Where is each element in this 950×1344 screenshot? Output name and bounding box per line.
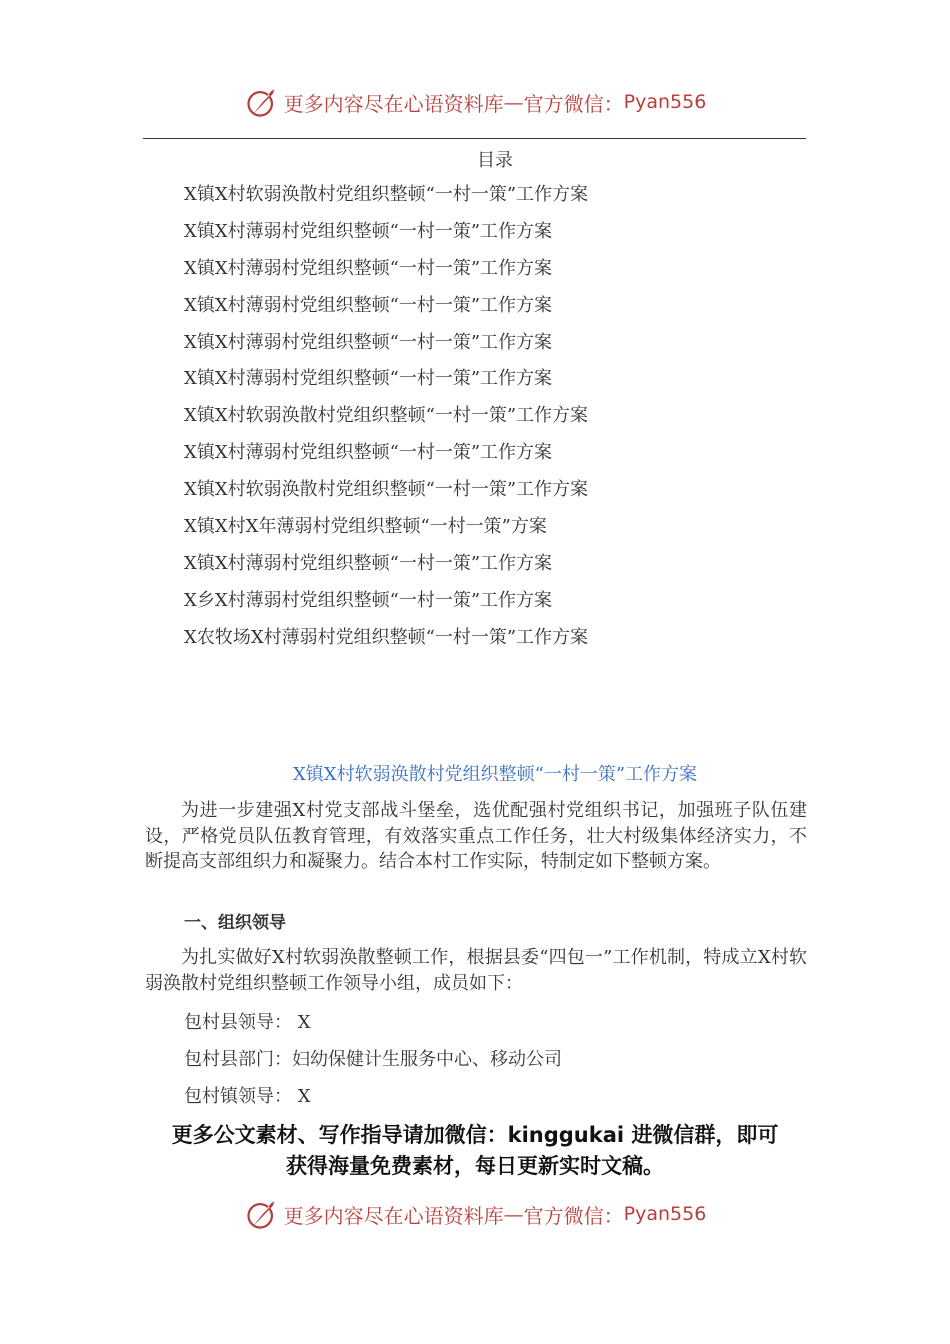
brand-banner-footer[interactable] bbox=[244, 1196, 707, 1232]
section-heading: 一、组织领导 bbox=[184, 913, 286, 933]
section-paragraph: 为扎实做好X村软弱涣散整顿工作，根据县委“四包一”工作机制，特成立X村软弱涣散村党组织整顿工作领导小组，成员如下： bbox=[145, 947, 807, 994]
wechat-label: 官方微信： bbox=[523, 1203, 624, 1228]
toc-item[interactable]: X镇X村薄弱村党组织整顿“一村一策”工作方案 bbox=[184, 257, 553, 279]
toc-item[interactable]: X镇X村X年薄弱村党组织整顿“一村一策”方案 bbox=[184, 516, 547, 538]
page-footer bbox=[0, 1194, 950, 1234]
member-town-leader: 包村镇领导： X bbox=[184, 1086, 311, 1107]
toc-item[interactable]: X镇X村软弱涣散村党组织整顿“一村一策”工作方案 bbox=[184, 479, 589, 501]
wechat-label: 官方微信： bbox=[523, 91, 624, 116]
toc-item[interactable]: X镇X村薄弱村党组织整顿“一村一策”工作方案 bbox=[184, 552, 553, 574]
toc-item[interactable]: X镇X村薄弱村党组织整顿“一村一策”工作方案 bbox=[184, 294, 553, 316]
toc-item[interactable]: X镇X村薄弱村党组织整顿“一村一策”工作方案 bbox=[184, 368, 553, 390]
member-county-leader: 包村县领导： X bbox=[184, 1012, 311, 1033]
wechat-id: Pyan556 bbox=[623, 91, 707, 113]
wechat-id: Pyan556 bbox=[623, 1203, 707, 1225]
toc-item[interactable]: X农牧场X村薄弱村党组织整顿“一村一策”工作方案 bbox=[184, 626, 589, 648]
toc-title: 目录 bbox=[477, 150, 513, 171]
brand-banner[interactable] bbox=[244, 84, 707, 120]
promo-line-1: 更多公文素材、写作指导请加微信：kinggukai 进微信群，即可 bbox=[171, 1123, 779, 1147]
toc-item[interactable]: X镇X村薄弱村党组织整顿“一村一策”工作方案 bbox=[184, 331, 553, 353]
promo-line-2: 获得海量免费素材，每日更新实时文稿。 bbox=[286, 1154, 664, 1178]
toc-item[interactable]: X乡X村薄弱村党组织整顿“一村一策”工作方案 bbox=[184, 589, 553, 611]
document-title: X镇X村软弱涣散村党组织整顿“一村一策”工作方案 bbox=[292, 764, 698, 785]
page-header bbox=[0, 82, 950, 122]
brand-dash: — bbox=[503, 1202, 524, 1226]
brand-text: 更多内容尽在心语资料库 bbox=[283, 1203, 504, 1228]
promo-notice bbox=[0, 1120, 950, 1182]
table-of-contents bbox=[184, 177, 588, 657]
quill-pen-logo-icon bbox=[244, 84, 280, 120]
intro-paragraph: 为进一步建强X村党支部战斗堡垒，选优配强村党组织书记，加强班子队伍建设，严格党员队伍教育管理，有效落实重点工作任务，壮大村级集体经济实力，不断提高支部组织力和凝聚力。结合本村工作实际，特制定如下整顿方案。 bbox=[145, 800, 807, 872]
toc-item[interactable]: X镇X村薄弱村党组织整顿“一村一策”工作方案 bbox=[184, 442, 553, 464]
header-divider bbox=[143, 138, 806, 139]
brand-text: 更多内容尽在心语资料库 bbox=[283, 91, 504, 116]
quill-pen-logo-icon bbox=[244, 1196, 280, 1232]
toc-item[interactable]: X镇X村软弱涣散村党组织整顿“一村一策”工作方案 bbox=[184, 405, 589, 427]
toc-item[interactable]: X镇X村软弱涣散村党组织整顿“一村一策”工作方案 bbox=[184, 184, 589, 205]
brand-dash: — bbox=[503, 90, 524, 114]
toc-item[interactable]: X镇X村薄弱村党组织整顿“一村一策”工作方案 bbox=[184, 220, 553, 242]
member-county-department: 包村县部门：妇幼保健计生服务中心、移动公司 bbox=[184, 1049, 562, 1070]
